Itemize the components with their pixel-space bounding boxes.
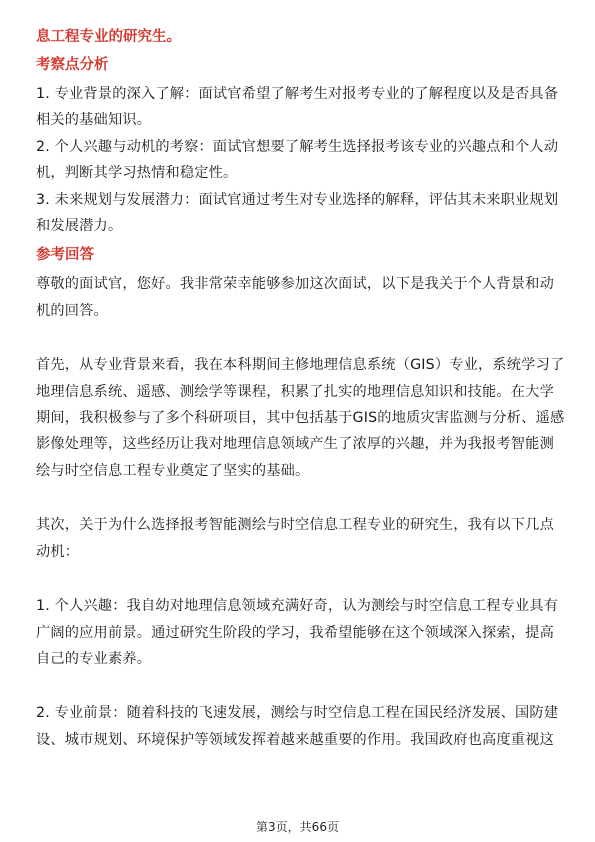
analysis-heading: 考察点分析 — [36, 57, 109, 73]
answer-paragraph-2: 首先，从专业背景来看，我在本科期间主修地理信息系统（GIS）专业，系统学习了地理信息系统、遥感、测绘学等课程，积累了扎实的地理信息知识和技能。在大学期间，我积极参与了多个科研项目，其中包括基于GIS的地质灾害监测与分析、遥感影像处理等，这些经历让我对地理信息领域产生了浓厚的兴趣，并为我报考智能测绘与时空信息工程专业奠定了坚实的基础。 — [36, 357, 565, 479]
answer-paragraph-4: 1. 个人兴趣：我自幼对地理信息领域充满好奇，认为测绘与时空信息工程专业具有广阔的应用前景。通过研究生阶段的学习，我希望能够在这个领域深入探索，提高自己的专业素养。 — [36, 598, 559, 667]
answer-paragraph-1: 尊敬的面试官，您好。我非常荣幸能够参加这次面试，以下是我关于个人背景和动机的回答。 — [36, 276, 554, 319]
analysis-item-3: 3. 未来规划与发展潜力：面试官通过考生对专业选择的解释，评估其未来职业规划和发展潜力。 — [36, 191, 559, 235]
document-page — [36, 26, 566, 753]
analysis-item-2: 2. 个人兴趣与动机的考察：面试官想要了解考生选择报考该专业的兴趣点和个人动机，判断其学习热情和稳定性。 — [36, 138, 559, 182]
page-number-footer: 第3页，共66页 — [256, 820, 339, 834]
answer-heading: 参考回答 — [36, 247, 94, 264]
analysis-item-1: 1. 专业背景的深入了解：面试官希望了解考生对报考专业的了解程度以及是否具备相关的基础知识。 — [36, 86, 559, 129]
intro-line: 息工程专业的研究生。 — [36, 29, 181, 45]
answer-paragraph-5: 2. 专业前景：随着科技的飞速发展，测绘与时空信息工程在国民经济发展、国防建设、城市规划、环境保护等领域发挥着越来越重要的作用。我国政府也高度重视这 — [36, 705, 559, 748]
answer-paragraph-3: 其次，关于为什么选择报考智能测绘与时空信息工程专业的研究生，我有以下几点动机： — [36, 517, 554, 560]
